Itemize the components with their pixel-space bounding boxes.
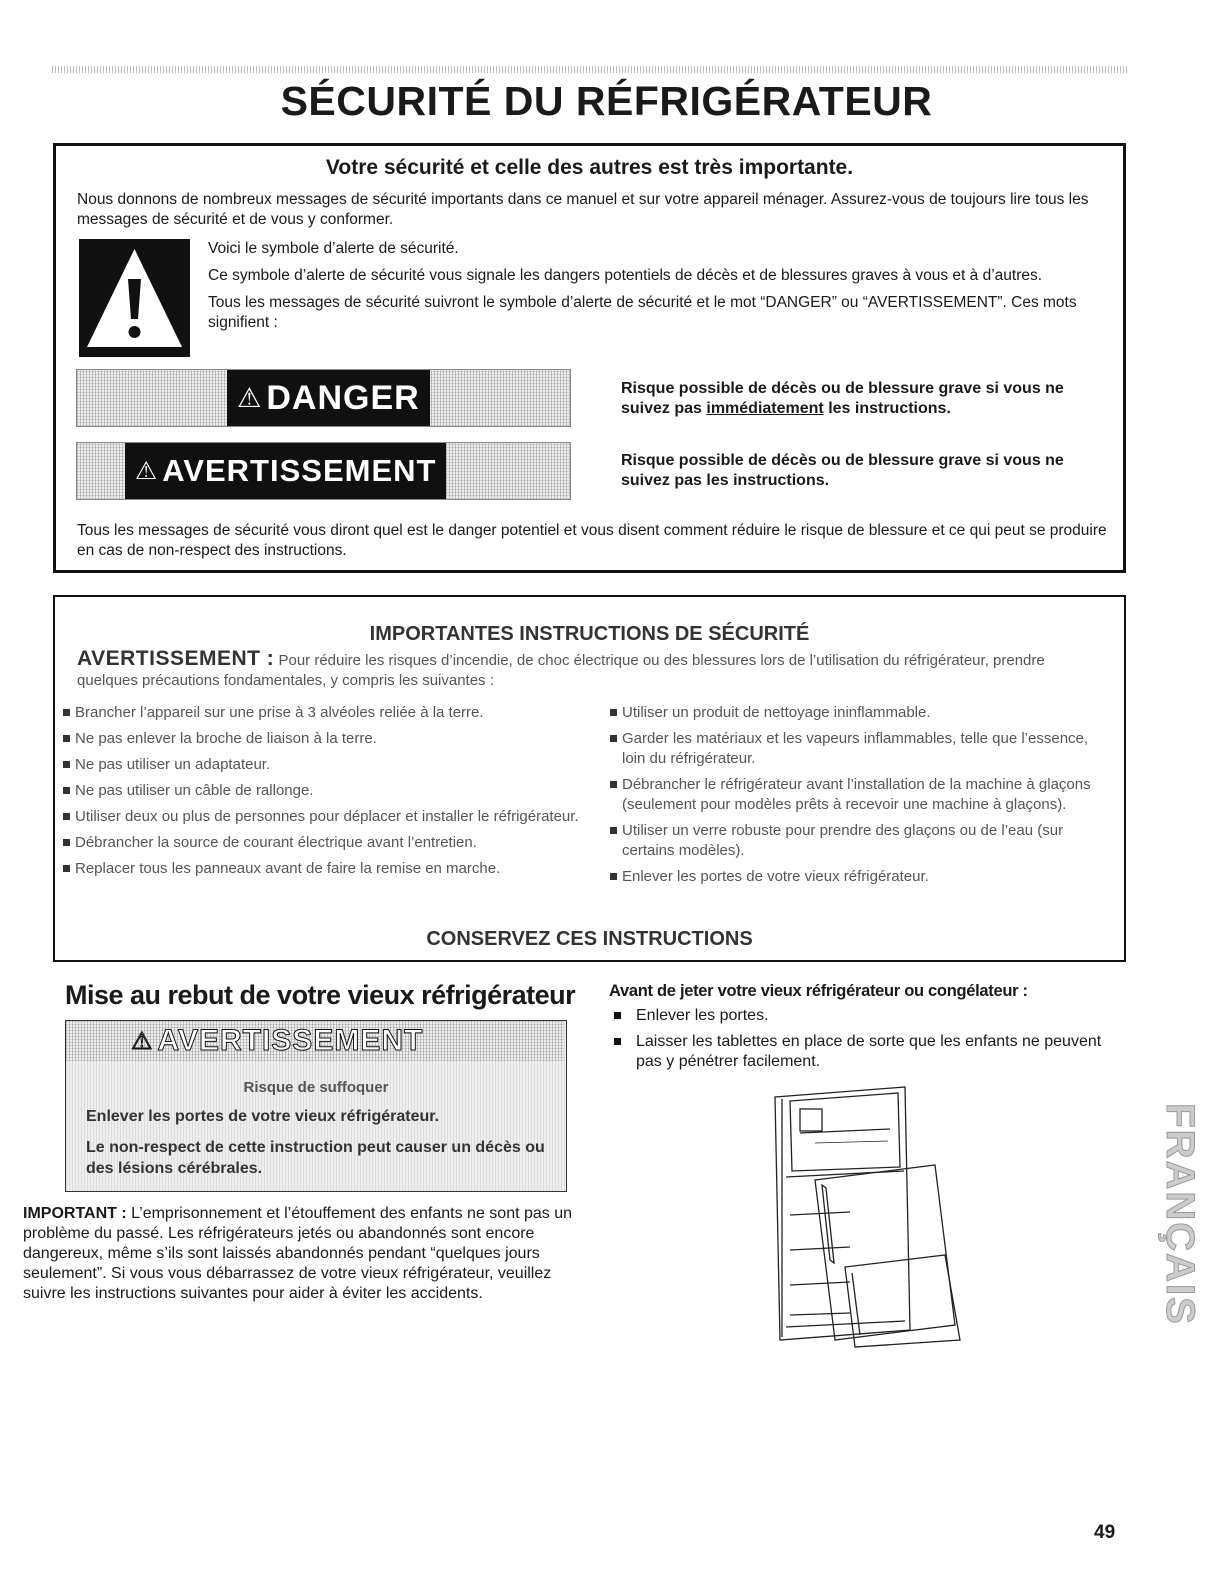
- warning-triangle-icon: ⚠: [135, 458, 159, 485]
- warning-word: [125, 443, 446, 499]
- safety-intro: Nous donnons de nombreux messages de sécurité importants dans ce manuel et sur votre appareil ménager. Assurez-vous de toujours lire tous les messages de sécurité et de vous y conformer.: [77, 191, 1089, 228]
- warning-triangle-icon: ⚠: [131, 1027, 154, 1055]
- square-bullet-icon: [63, 787, 70, 794]
- top-decorative-rule: [52, 66, 1127, 73]
- list-item-text: Laisser les tablettes en place de sorte que les enfants ne peuvent pas y pénétrer facilement.: [636, 1033, 1102, 1070]
- before-disposal-title: Avant de jeter votre vieux réfrigérateur ou congélateur :: [609, 982, 1028, 1000]
- danger-desc-text: les instructions.: [823, 400, 951, 417]
- square-bullet-icon: [63, 813, 70, 820]
- square-bullet-icon: [614, 1012, 621, 1019]
- instructions-heading: IMPORTANTES INSTRUCTIONS DE SÉCURITÉ: [369, 623, 810, 645]
- important-label: IMPORTANT :: [23, 1205, 127, 1222]
- square-bullet-icon: [610, 827, 617, 834]
- danger-desc-text: Risque possible de décès ou de blessure grave si vous ne suivez pas: [621, 380, 1064, 417]
- instructions-warning-lead: AVERTISSEMENT :: [77, 647, 275, 670]
- list-item: [610, 703, 1110, 723]
- list-item-text: Garder les matériaux et les vapeurs inflammables, telle que l’essence, loin du réfrigérateur.: [622, 730, 1089, 767]
- list-item: [610, 729, 1110, 769]
- danger-label: DANGER: [266, 378, 420, 417]
- warning-description: Risque possible de décès ou de blessure grave si vous ne suivez pas les instructions.: [621, 452, 1064, 489]
- safety-heading: Votre sécurité et celle des autres est très importante.: [325, 156, 854, 179]
- symbol-line: Tous les messages de sécurité suivront le symbole d’alerte de sécurité et le mot “DANGER” ou “AVERTISSEMENT”. Ces mots signifient :: [208, 294, 1077, 331]
- list-item: [610, 775, 1110, 815]
- warning-label: AVERTISSEMENT: [162, 453, 437, 488]
- square-bullet-icon: [63, 761, 70, 768]
- instructions-right-column: [610, 703, 1110, 893]
- list-item-text: Ne pas utiliser un adaptateur.: [75, 756, 271, 773]
- danger-banner: [76, 369, 571, 427]
- list-item-text: Enlever les portes de votre vieux réfrigérateur.: [622, 868, 929, 885]
- list-item: [610, 821, 1110, 861]
- disposal-warning-word: [121, 1021, 433, 1061]
- list-item: [614, 1032, 1114, 1072]
- disposal-consequence: Le non-respect de cette instruction peut causer un décès ou des lésions cérébrales.: [86, 1139, 545, 1177]
- square-bullet-icon: [614, 1038, 621, 1045]
- safety-outro: Tous les messages de sécurité vous diront quel est le danger potentiel et vous disent comment réduire le risque de blessure et ce qui peut se produire en cas de non-respect des instructions.: [77, 522, 1107, 559]
- list-item: [63, 729, 593, 749]
- list-item: [614, 1006, 1114, 1026]
- list-item-text: Enlever les portes.: [636, 1007, 769, 1024]
- list-item-text: Débrancher la source de courant électrique avant l’entretien.: [75, 834, 477, 851]
- instructions-warning: [77, 649, 1107, 691]
- refrigerator-illustration: [760, 1085, 970, 1360]
- list-item-text: Replacer tous les panneaux avant de faire la remise en marche.: [75, 860, 501, 877]
- list-item: [610, 867, 1110, 887]
- important-paragraph: [23, 1204, 578, 1304]
- disposal-risk: Risque de suffoquer: [243, 1079, 389, 1096]
- list-item-text: Utiliser deux ou plus de personnes pour déplacer et installer le réfrigérateur.: [75, 808, 579, 825]
- square-bullet-icon: [63, 839, 70, 846]
- disposal-warning-banner: [66, 1021, 564, 1061]
- danger-word: [227, 370, 430, 426]
- before-disposal-list: [614, 1006, 1114, 1078]
- list-item: [63, 833, 593, 853]
- list-item-text: Utiliser un produit de nettoyage ininflammable.: [622, 704, 931, 721]
- safety-alert-icon: [79, 239, 190, 357]
- list-item-text: Débrancher le réfrigérateur avant l’installation de la machine à glaçons (seulement pour modèles prêts à recevoir une machine à glaçons).: [622, 776, 1091, 813]
- disposal-warning-label: AVERTISSEMENT: [157, 1024, 424, 1057]
- symbol-explanation: [208, 239, 1108, 340]
- list-item: [63, 859, 593, 879]
- side-tab-label: FRANÇAIS: [1157, 1103, 1202, 1326]
- danger-description: [621, 379, 1116, 419]
- warning-banner: [76, 442, 571, 500]
- page-number: 49: [1094, 1522, 1116, 1543]
- list-item-text: Ne pas enlever la broche de liaison à la terre.: [75, 730, 377, 747]
- disposal-title: Mise au rebut de votre vieux réfrigérateur: [65, 980, 576, 1010]
- square-bullet-icon: [63, 865, 70, 872]
- list-item: [63, 781, 593, 801]
- disposal-warning-box: [65, 1020, 567, 1192]
- square-bullet-icon: [610, 709, 617, 716]
- keep-instructions: CONSERVEZ CES INSTRUCTIONS: [426, 928, 753, 950]
- list-item-text: Utiliser un verre robuste pour prendre des glaçons ou de l’eau (sur certains modèles).: [622, 822, 1064, 859]
- instructions-box: [53, 595, 1126, 962]
- symbol-line: Voici le symbole d’alerte de sécurité.: [208, 240, 459, 257]
- list-item: [63, 807, 593, 827]
- instructions-left-column: [63, 703, 593, 885]
- list-item: [63, 755, 593, 775]
- language-side-tab: [1152, 1082, 1206, 1347]
- list-item-text: Ne pas utiliser un câble de rallonge.: [75, 782, 314, 799]
- square-bullet-icon: [610, 735, 617, 742]
- list-item: [63, 703, 593, 723]
- square-bullet-icon: [63, 735, 70, 742]
- list-item-text: Brancher l’appareil sur une prise à 3 alvéoles reliée à la terre.: [75, 704, 484, 721]
- square-bullet-icon: [610, 873, 617, 880]
- disposal-action: Enlever les portes de votre vieux réfrigérateur.: [86, 1108, 440, 1125]
- important-text: L’emprisonnement et l’étouffement des enfants ne sont pas un problème du passé. Les réfrigérateurs jetés ou abandonnés sont encore dangereux, même s’ils sont laissés abandonnés pendant “quelques jours seulement”. Si vous vous débarrassez de votre vieux réfrigérateur, veuillez suivre les instructions suivantes pour aider à éviter les accidents.: [23, 1205, 573, 1302]
- square-bullet-icon: [610, 781, 617, 788]
- page-title: SÉCURITÉ DU RÉFRIGÉRATEUR: [280, 78, 933, 124]
- instructions-warning-text: Pour réduire les risques d’incendie, de choc électrique ou des blessures lors de l’utilisation du réfrigérateur, prendre quelques précautions fondamentales, y compris les suivantes :: [77, 652, 1045, 689]
- warning-triangle-icon: ⚠: [237, 382, 263, 413]
- danger-desc-emphasis: immédiatement: [706, 400, 824, 417]
- safety-box: [53, 143, 1126, 573]
- symbol-line: Ce symbole d’alerte de sécurité vous signale les dangers potentiels de décès et de blessures graves à vous et à d’autres.: [208, 267, 1043, 284]
- square-bullet-icon: [63, 709, 70, 716]
